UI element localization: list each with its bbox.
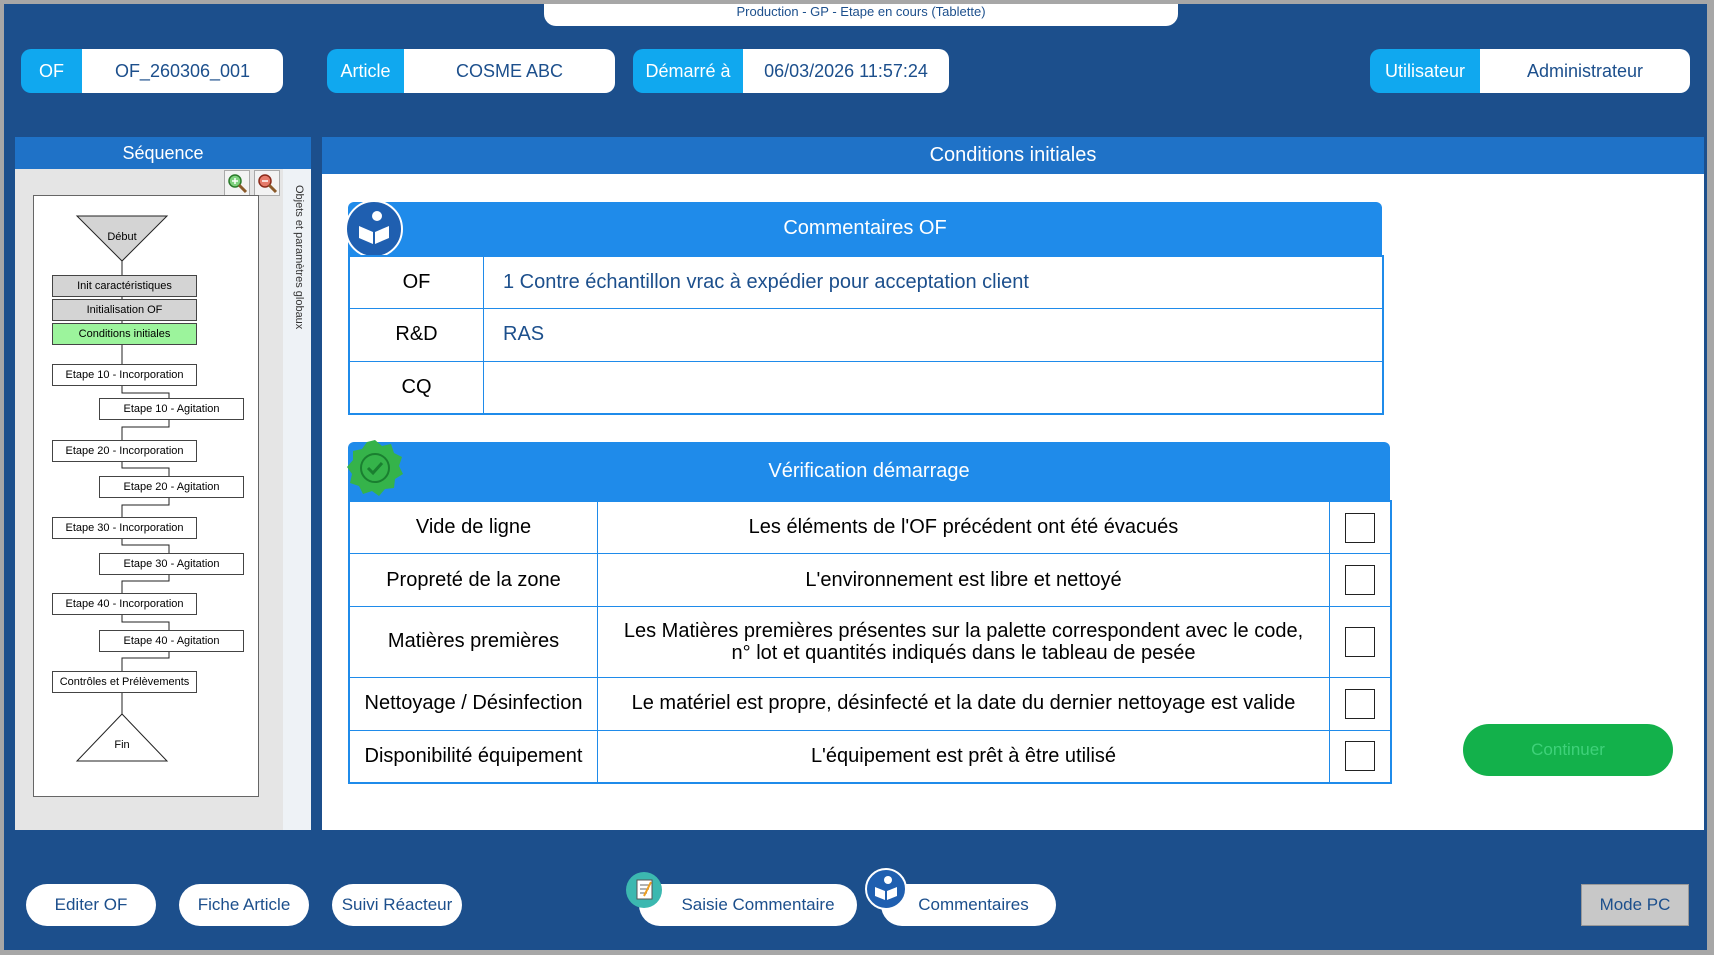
article-field — [327, 49, 615, 93]
start-node[interactable]: Début — [107, 231, 137, 243]
verification-value: Le matériel est propre, désinfecté et la date du dernier nettoyage est valide — [598, 678, 1330, 730]
sequence-title: Séquence — [15, 137, 311, 169]
user-value: Administrateur — [1480, 49, 1690, 93]
comment-label: OF — [350, 257, 484, 309]
verification-value: Les Matières premières présentes sur la palette correspondent avec le code, n° lot et quantités indiqués dans le tableau de pesée — [598, 606, 1330, 677]
check-badge-icon — [345, 438, 405, 498]
node-etape40-incorporation[interactable]: Etape 40 - Incorporation — [52, 593, 197, 615]
verification-check-cell — [1330, 606, 1391, 677]
verification-value: Les éléments de l'OF précédent ont été évacués — [598, 502, 1330, 554]
suivi-reacteur-button[interactable]: Suivi Réacteur — [332, 884, 462, 926]
main-title: Conditions initiales — [322, 137, 1704, 174]
saisie-commentaire-button[interactable] — [639, 884, 857, 926]
of-field — [21, 49, 283, 93]
comment-label: CQ — [350, 361, 484, 413]
commentaires-button[interactable] — [881, 884, 1056, 926]
verification-value: L'environnement est libre et nettoyé — [598, 554, 1330, 606]
verification-label: Matières premières — [350, 606, 598, 677]
verification-check-cell — [1330, 678, 1391, 730]
checkbox[interactable] — [1345, 689, 1375, 719]
comments-title: Commentaires OF — [783, 217, 947, 239]
node-etape20-agitation[interactable]: Etape 20 - Agitation — [99, 476, 244, 498]
comments-header — [348, 202, 1382, 255]
verification-check-cell — [1330, 502, 1391, 554]
verification-title: Vérification démarrage — [768, 460, 970, 482]
started-value: 06/03/2026 11:57:24 — [743, 49, 949, 93]
table-row — [350, 730, 1391, 782]
checkbox[interactable] — [1345, 741, 1375, 771]
table-row — [350, 606, 1391, 677]
comment-value: RAS — [484, 309, 1383, 361]
node-initialisation-of[interactable]: Initialisation OF — [52, 299, 197, 321]
app-window — [4, 4, 1707, 950]
node-etape30-agitation[interactable]: Etape 30 - Agitation — [99, 553, 244, 575]
table-row — [350, 502, 1391, 554]
sequence-diagram — [33, 195, 259, 797]
verification-table — [348, 500, 1392, 784]
comment-label: R&D — [350, 309, 484, 361]
comment-value: 1 Contre échantillon vrac à expédier pour acceptation client — [484, 257, 1383, 309]
comments-table — [348, 255, 1384, 415]
verification-check-cell — [1330, 554, 1391, 606]
verification-label: Vide de ligne — [350, 502, 598, 554]
table-row — [350, 257, 1383, 309]
verification-value: L'équipement est prêt à être utilisé — [598, 730, 1330, 782]
node-init-caracteristiques[interactable]: Init caractéristiques — [52, 275, 197, 297]
table-row — [350, 309, 1383, 361]
verification-check-cell — [1330, 730, 1391, 782]
started-label: Démarré à — [633, 49, 743, 93]
table-row — [350, 554, 1391, 606]
checkbox[interactable] — [1345, 627, 1375, 657]
continue-button[interactable]: Continuer — [1463, 724, 1673, 776]
node-etape40-agitation[interactable]: Etape 40 - Agitation — [99, 630, 244, 652]
verification-label: Propreté de la zone — [350, 554, 598, 606]
verification-header — [348, 442, 1390, 500]
node-conditions-initiales[interactable]: Conditions initiales — [52, 323, 197, 345]
article-value: COSME ABC — [404, 49, 615, 93]
comment-value — [484, 361, 1383, 413]
notepad-icon — [626, 872, 662, 908]
zoom-in-icon[interactable] — [224, 170, 250, 196]
sequence-panel — [15, 137, 311, 830]
checkbox[interactable] — [1345, 513, 1375, 543]
verification-label: Nettoyage / Désinfection — [350, 678, 598, 730]
edit-of-button[interactable]: Editer OF — [26, 884, 156, 926]
fiche-article-button[interactable]: Fiche Article — [179, 884, 309, 926]
user-label: Utilisateur — [1370, 49, 1480, 93]
of-label: OF — [21, 49, 82, 93]
node-etape30-incorporation[interactable]: Etape 30 - Incorporation — [52, 517, 197, 539]
zoom-out-icon[interactable] — [254, 170, 280, 196]
commentaires-label: Commentaires — [918, 895, 1029, 914]
end-node[interactable]: Fin — [114, 739, 130, 751]
saisie-commentaire-label: Saisie Commentaire — [681, 895, 835, 914]
checkbox[interactable] — [1345, 565, 1375, 595]
started-field — [633, 49, 949, 93]
reading-book-icon — [345, 200, 403, 258]
article-label: Article — [327, 49, 404, 93]
reading-book-icon — [865, 868, 907, 910]
node-etape10-incorporation[interactable]: Etape 10 - Incorporation — [52, 364, 197, 386]
global-objects-label: Objets et paramètres globaux — [293, 185, 305, 330]
user-field — [1370, 49, 1690, 93]
table-row — [350, 678, 1391, 730]
table-row — [350, 361, 1383, 413]
verification-label: Disponibilité équipement — [350, 730, 598, 782]
mode-pc-button[interactable]: Mode PC — [1581, 884, 1689, 926]
of-value: OF_260306_001 — [82, 49, 283, 93]
node-controles-prelevements[interactable]: Contrôles et Prélèvements — [52, 671, 197, 693]
window-title: Production - GP - Etape en cours (Tablette) — [544, 4, 1178, 26]
node-etape20-incorporation[interactable]: Etape 20 - Incorporation — [52, 440, 197, 462]
node-etape10-agitation[interactable]: Etape 10 - Agitation — [99, 398, 244, 420]
